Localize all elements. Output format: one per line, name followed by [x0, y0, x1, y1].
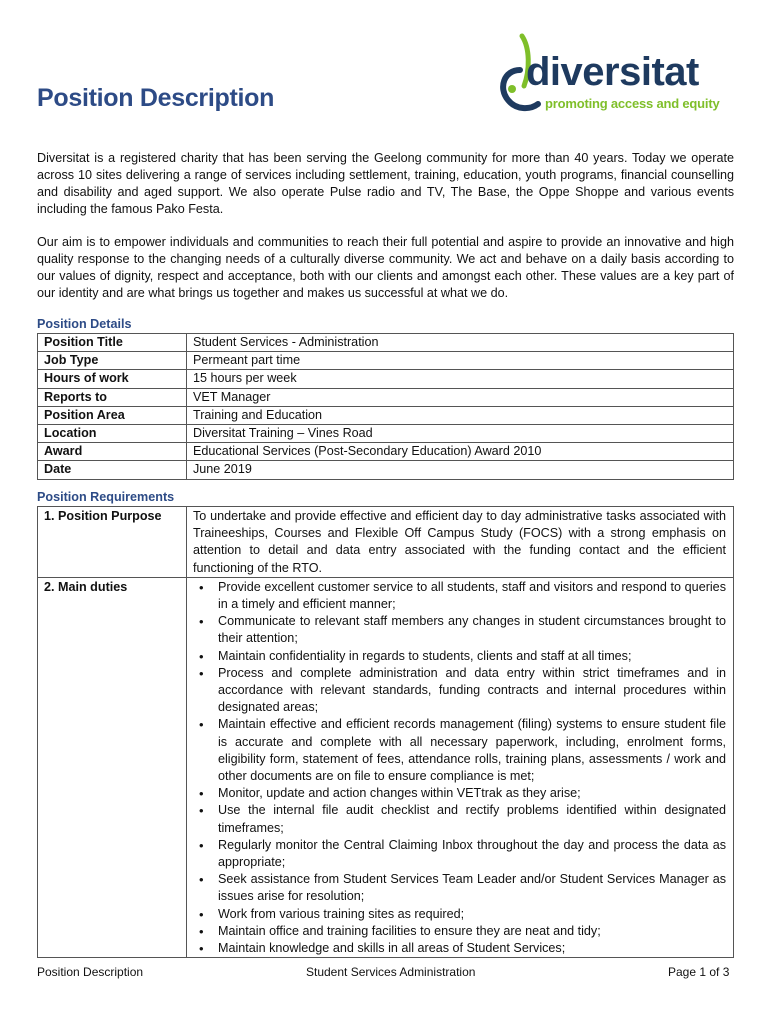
position-requirements-table: [37, 506, 734, 958]
duties-label: 2. Main duties: [38, 577, 187, 957]
list-item: • Use the internal file audit checklist and rectify problems identified within designated timeframes;: [218, 802, 726, 836]
table-row: [38, 388, 734, 406]
detail-label: Job Type: [38, 352, 187, 370]
list-item: • Monitor, update and action changes within VETtrak as they arise;: [218, 785, 726, 802]
table-row: [38, 406, 734, 424]
duties-cell: [187, 577, 734, 957]
position-requirements-heading: Position Requirements: [37, 490, 175, 504]
list-item: • Work from various training sites as required;: [218, 906, 726, 923]
detail-value: Training and Education: [187, 406, 734, 424]
position-details-heading: Position Details: [37, 317, 132, 331]
list-item: • Maintain confidentiality in regards to students, clients and staff at all times;: [218, 648, 726, 665]
detail-label: Position Title: [38, 334, 187, 352]
list-item: • Maintain knowledge and skills in all areas of Student Services;: [218, 940, 726, 957]
detail-label: Award: [38, 443, 187, 461]
list-item: • Maintain effective and efficient records management (filing) systems to ensure student file is accurate and complete with all necessary paperwork, including, enrolment forms, eligibility form, statement of fees, attendance rolls, training plans, assessments / work and other documents are on file to ensure compliance is met;: [218, 716, 726, 785]
detail-label: Hours of work: [38, 370, 187, 388]
detail-label: Position Area: [38, 406, 187, 424]
intro-paragraph-1: Diversitat is a registered charity that has been serving the Geelong community for more than 40 years. Today we operate across 10 sites delivering a range of services including settlement, training, education, youth programs, financial counselling and disability and aged support. We also operate Pulse radio and TV, The Base, the Oppe Shoppe and various events including the famous Pako Festa.: [37, 151, 734, 216]
detail-value: Permeant part time: [187, 352, 734, 370]
detail-label: Reports to: [38, 388, 187, 406]
detail-value: Diversitat Training – Vines Road: [187, 425, 734, 443]
table-row: [38, 334, 734, 352]
table-row: [38, 461, 734, 479]
table-row: [38, 577, 734, 957]
duties-list: [193, 579, 726, 957]
detail-value: Educational Services (Post-Secondary Education) Award 2010: [187, 443, 734, 461]
list-item: • Process and complete administration and data entry within strict timeframes and in accordance with relevant standards, funding contracts and internal procedures within designated areas;: [218, 665, 726, 717]
table-row: [38, 443, 734, 461]
footer-center: Student Services Administration: [306, 965, 476, 979]
purpose-label: 1. Position Purpose: [38, 507, 187, 578]
detail-label: Location: [38, 425, 187, 443]
table-row: [38, 352, 734, 370]
detail-value: Student Services - Administration: [187, 334, 734, 352]
table-row: [38, 425, 734, 443]
detail-value: June 2019: [187, 461, 734, 479]
diversitat-logo: [486, 30, 736, 114]
list-item: • Provide excellent customer service to all students, staff and visitors and respond to queries in a timely and efficient manner;: [218, 579, 726, 613]
page-title: Position Description: [37, 84, 275, 112]
footer-left: Position Description: [37, 965, 144, 979]
table-row: [38, 507, 734, 578]
list-item: • Seek assistance from Student Services Team Leader and/or Student Services Manager as issues arise for resolution;: [218, 871, 726, 905]
list-item: • Communicate to relevant staff members any changes in student circumstances brought to their attention;: [218, 613, 726, 647]
list-item: • Maintain office and training facilities to ensure they are neat and tidy;: [218, 923, 726, 940]
detail-label: Date: [38, 461, 187, 479]
position-details-table: [37, 333, 734, 480]
table-row: [38, 370, 734, 388]
list-item: • Regularly monitor the Central Claiming Inbox throughout the day and process the data as appropriate;: [218, 837, 726, 871]
intro-paragraph-2: Our aim is to empower individuals and communities to reach their full potential and aspire to provide an innovative and high quality response to the changing needs of a culturally diverse community. We act and behave on a daily basis according to our values of dignity, respect and acceptance, both with our clients and amongst each other. These values are a key part of our identity and are what brings us together and makes us successful at what we do.: [37, 235, 734, 300]
footer-page-number: Page 1 of 3: [668, 965, 730, 979]
detail-value: 15 hours per week: [187, 370, 734, 388]
logo-tagline: promoting access and equity: [545, 96, 720, 111]
detail-value: VET Manager: [187, 388, 734, 406]
logo-wordmark: diversitat: [526, 50, 699, 94]
purpose-text: To undertake and provide effective and efficient day to day administrative tasks associated with Traineeships, Courses and Flexible Off Campus Study (FOCS) with a strong emphasis on attention to detail and data entry associated with the funding contact and the efficient functioning of the RTO.: [187, 507, 734, 578]
